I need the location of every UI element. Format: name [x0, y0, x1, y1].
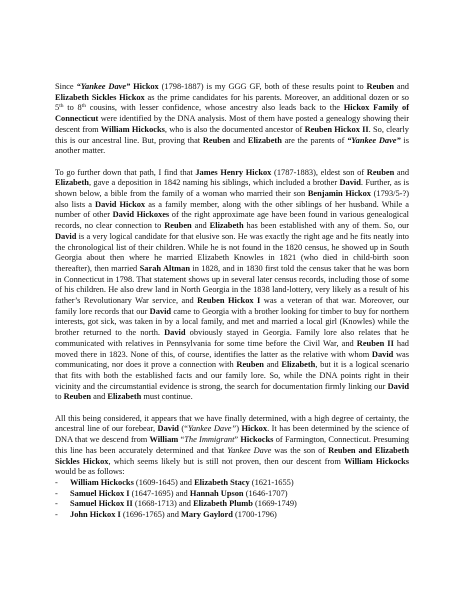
- wife-name: Mary Gaylord: [180, 510, 233, 520]
- text-run: obviously stayed in Georgia. Family lore also relates that he communicated with relatives in Pennsylvania for some time before the Civil War, and: [55, 328, 409, 348]
- text-run: to 8: [63, 103, 82, 113]
- text-run: of the right approximate age have been found in various genealogical records, no clear connection to: [55, 210, 409, 231]
- husband-years: (1668-1713) and: [132, 499, 194, 509]
- bold-text: David: [55, 231, 77, 241]
- text-run: To go further down that path, I find that: [55, 167, 196, 177]
- wife-years: (1700-1796): [232, 510, 277, 520]
- bold-text: Elizabeth: [281, 360, 316, 370]
- bold-text: Reuben: [63, 392, 92, 402]
- bold-text: Hickox Family of Connecticut: [55, 103, 410, 124]
- husband-name: John Hickox I: [70, 510, 121, 520]
- bold-text: Reuben and Elizabeth Sickles Hickox: [55, 445, 410, 466]
- text-run: and: [263, 360, 282, 370]
- bold-text: Reuben: [366, 82, 394, 91]
- text-run: (“: [178, 424, 188, 434]
- lineage-item: [55, 489, 409, 500]
- paragraph-ancestral-line-conclusion: [55, 414, 409, 478]
- list-bullet: -: [55, 477, 58, 487]
- bold-text: David Hickoxes: [112, 210, 170, 220]
- bold-text: Sarah Altman: [139, 263, 190, 273]
- lineage-item: [55, 478, 409, 489]
- husband-years: (1696-1765) and: [120, 510, 181, 520]
- text-run: are the parents of: [281, 135, 348, 145]
- text-run: , which seems likely but is still not proven, then our descent from: [108, 456, 345, 466]
- text-run: and: [230, 135, 248, 145]
- text-run: is a very logical candidate for that elusive son. He was exactly the right age and he fits neatly into the chronological list of their children. While he is not found in the 1820 census, he showed up in South Georgia about then where he married Elizabeth Knowles in 1821 (who died in child-birth soon thereafter), then married: [55, 231, 409, 273]
- bold-text: William Hickocks: [344, 456, 410, 466]
- bold-text: Hickox: [130, 82, 159, 91]
- husband-years: (1647-1695) and: [129, 488, 190, 498]
- text-run: Yankee Dave: [227, 445, 272, 455]
- text-run: (1798-1887) is my GGG GF, both of these results point to: [158, 82, 367, 91]
- bold-text: William Hickocks: [100, 124, 165, 134]
- text-run: (1793/5-?) also lists a: [55, 189, 409, 209]
- text-run: ): [236, 424, 242, 434]
- text-run: and: [91, 392, 108, 402]
- bold-text: Reuben: [236, 360, 264, 370]
- wife-name: Elizabeth Stacy: [194, 477, 250, 487]
- text-run: and: [394, 82, 409, 91]
- paragraph-james-henry-deposition: [55, 168, 409, 403]
- bold-text: Elizabeth Sickles Hickox: [55, 92, 145, 102]
- text-run: , gave a deposition in 1842 naming his siblings, which included a brother: [88, 178, 340, 188]
- bold-text: Reuben II: [356, 338, 394, 348]
- document-page: [55, 82, 409, 521]
- text-run: Yankee Dave”: [187, 424, 237, 434]
- text-run: would be as follows:: [55, 467, 125, 477]
- list-bullet: -: [55, 499, 58, 509]
- bold-text: David: [371, 349, 394, 359]
- list-bullet: -: [55, 510, 58, 520]
- bold-text: David: [339, 178, 361, 188]
- bold-text: “Yankee Dave”: [76, 82, 131, 91]
- bold-text: Elizabeth: [55, 178, 89, 188]
- text-run: had moved there in 1823. None of this, of course, identifies the latter as the relative with whom: [55, 338, 409, 359]
- text-run: and: [394, 167, 410, 177]
- husband-name: Samuel Hickox II: [70, 499, 133, 509]
- bold-text: Reuben Hickox I: [197, 296, 261, 306]
- lineage-item: [55, 510, 409, 521]
- bold-text: David: [149, 306, 172, 316]
- text-run: , who is also the documented ancestor of: [164, 124, 305, 134]
- bold-text: David: [157, 424, 179, 434]
- text-run: of Farmington, Connecticut. Presuming this line has been accurately determined and that: [55, 435, 410, 455]
- bold-text: Hickox: [241, 424, 268, 434]
- wife-name: Elizabeth Plumb: [193, 499, 253, 509]
- bold-text: David Hickox: [95, 199, 146, 209]
- bold-text: Reuben Hickox II: [304, 124, 369, 134]
- text-run: The Immigrant: [184, 435, 235, 445]
- paragraph-yankee-dave-parents: [55, 82, 409, 157]
- bold-text: Reuben: [202, 135, 231, 145]
- text-run: cousins, with lesser confidence, whose ancestry also leads back to the: [86, 103, 344, 113]
- text-run: were identified by the DNA analysis. Most of them have posted a genealogy showing their descent from: [55, 114, 409, 134]
- text-run: . So, clearly this is our ancestral line. But, proving that: [55, 124, 409, 145]
- husband-name: Samuel Hickox I: [70, 488, 130, 498]
- text-run: to: [55, 392, 64, 402]
- husband-name: William Hickocks: [70, 477, 134, 487]
- bold-text: Elizabeth: [209, 221, 244, 231]
- superscript-text: th: [81, 103, 86, 110]
- bold-text: Reuben: [164, 221, 192, 231]
- text-run: . It has been determined by the science of DNA that we descend from: [55, 424, 410, 445]
- text-run: and: [191, 221, 210, 231]
- text-run: as a family member, along with the other siblings of her husband. While a number of other: [55, 199, 409, 220]
- bold-text: David: [164, 328, 186, 338]
- superscript-text: th: [59, 103, 64, 110]
- bold-text: William: [149, 435, 179, 445]
- text-run: “: [178, 435, 185, 445]
- bold-text: Elizabeth: [247, 135, 282, 145]
- text-run: is another matter.: [55, 135, 410, 156]
- bold-text: Elizabeth: [107, 392, 142, 402]
- text-run: All this being considered, it appears that we have finally determined, with a high degree of certainty, the ancestral line of our forebear,: [55, 413, 409, 434]
- wife-years: (1669-1749): [252, 499, 297, 509]
- wife-years: (1621-1655): [249, 477, 294, 487]
- text-run: Since: [55, 82, 77, 91]
- bold-text: Reuben: [366, 167, 395, 177]
- lineage-list: [55, 478, 409, 521]
- bold-text: Hickocks: [240, 435, 274, 445]
- bold-text: James Henry Hickox: [195, 167, 272, 177]
- text-run: . Further, as is shown below, a bible from the family of a woman who married their son: [55, 178, 409, 199]
- text-run: has been established with any of them. So, our: [243, 221, 410, 231]
- text-run: was the son of: [271, 445, 329, 455]
- text-run: in 1828, and in 1830 first told the census taker that he was born in Connecticut in 1798. That statement shows up in several later census records, including those of some of his children. He also drew land in North Georgia in the 1838 land-lottery, very likely as a result of his father’s Revolutionary War service, and: [55, 263, 410, 306]
- text-run: was communicating, nor does it prove a connection with: [55, 349, 410, 370]
- text-run: came to Georgia with a brother looking for timber to buy for northern interests, got sick, was taken in by a local family, and met and married a local girl (Knowles) while the brother returned to the north.: [55, 306, 409, 338]
- list-bullet: -: [55, 488, 58, 498]
- text-run: as the prime candidates for his parents. Moreover, an additional dozen or so 5: [55, 92, 409, 113]
- bold-text: Benjamin Hickox: [307, 189, 371, 199]
- wife-name: Hannah Upson: [189, 488, 244, 498]
- husband-years: (1609-1645) and: [133, 477, 195, 487]
- bold-text: David: [387, 381, 409, 391]
- text-run: ”: [234, 435, 241, 445]
- bold-text: “Yankee Dave”: [347, 135, 401, 145]
- text-run: (1787-1883), eldest son of: [271, 167, 367, 177]
- text-run: , but it is a logical scenario that fits with both the established facts and our family lore. So, while the DNA points right in their vicinity and the circumstantial evidence is strong, the search for documentation firmly linking our: [55, 360, 410, 391]
- lineage-item: [55, 499, 409, 510]
- wife-years: (1646-1707): [243, 488, 288, 498]
- text-run: must continue.: [141, 392, 193, 402]
- text-run: was a veteran of that war. Moreover, our family lore records that our: [55, 296, 409, 316]
